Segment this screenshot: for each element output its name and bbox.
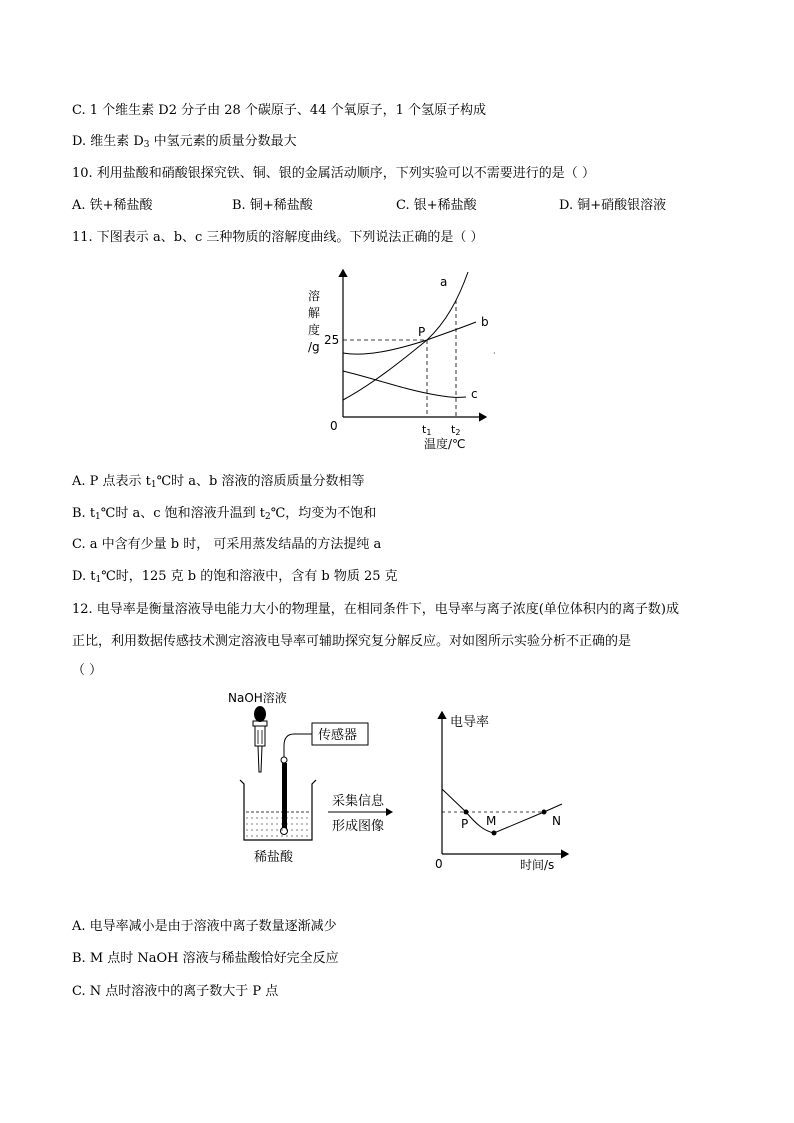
question-12-line-1: 12. 电导率是衡量溶液导电能力大小的物理量，在相同条件下，电导率与离子浓度(单位体积内的离子数)成 (72, 602, 679, 617)
graph-y-label: 电导率 (450, 715, 490, 730)
q11-option-d: D. $t_1℃$时，125 克 b 的饱和溶液中，含有 b 物质 25 克 (72, 569, 398, 585)
x-tick-t1: t1 (422, 423, 432, 437)
x-tick-t2: t2 (451, 423, 461, 437)
point-p-label: P (461, 817, 469, 831)
q11-option-c: C. a 中含有少量 b 时， 可采用蒸发结晶的方法提纯 a (72, 537, 382, 552)
point-m (492, 831, 497, 836)
question-10: 10. 利用盐酸和硝酸银探究铁、铜、银的金属活动顺序，下列实验可以不需要进行的是（ ） (72, 166, 595, 181)
ylabel-char-2: 解 (308, 306, 321, 320)
question-11: 11. 下图表示 a、b、c 三种物质的溶解度曲线。下列说法正确的是（ ） (72, 230, 484, 245)
curve-a-label: a (440, 275, 448, 289)
curve-a (343, 272, 468, 400)
question-12-line-3: （ ） (72, 663, 103, 678)
q10-option-b: B. 铜+稀盐酸 (232, 198, 313, 213)
option-d-pre: D. 维生素 D (72, 134, 144, 149)
stray-dot: · (493, 349, 496, 358)
q10-option-d: D. 铜+硝酸银溶液 (559, 198, 667, 213)
conductivity-figure (220, 688, 580, 878)
curve-b-label: b (481, 315, 489, 329)
option-d-post: 中氢元素的质量分数最大 (149, 134, 297, 149)
graph-origin: 0 (435, 857, 443, 871)
option-d-vitamin (72, 133, 297, 154)
origin-label: 0 (330, 419, 338, 433)
ylabel-char-1: 溶 (308, 289, 321, 303)
graph-x-label: 时间/s (520, 858, 555, 872)
probe-rod (282, 763, 287, 829)
point-m-label: M (486, 814, 497, 828)
arrow-bottom-label: 形成图像 (332, 819, 385, 834)
point-n-label: N (552, 814, 561, 828)
q12-option-b: B. M 点时 NaOH 溶液与稀盐酸恰好完全反应 (72, 951, 339, 966)
option-c-vitamin: C. 1 个维生素 D2 分子由 28 个碳原子、44 个氧原子，1 个氢原子构成 (72, 103, 486, 118)
dropper-label: NaOH溶液 (228, 691, 287, 705)
ylabel-char-3: 度 (308, 323, 321, 337)
q12-option-c: C. N 点时溶液中的离子数大于 P 点 (72, 984, 279, 999)
q10-option-c: C. 银+稀盐酸 (396, 198, 477, 213)
y-tick-25: 25 (324, 333, 340, 347)
curve-c (343, 371, 466, 397)
x-axis-label: 温度/℃ (424, 437, 466, 451)
probe-top (281, 757, 287, 763)
question-12-line-2: 正比，利用数据传感技术测定溶液电导率可辅助探究复分解反应。对如图所示实验分析不正确的是 (72, 634, 632, 649)
sensor-label: 传感器 (318, 728, 358, 743)
beaker-label: 稀盐酸 (254, 850, 294, 865)
beaker-icon (240, 780, 316, 840)
q11-option-b: B. $t_1℃$时 a、c 饱和溶液升温到 $t_2℃$，均变为不饱和 (72, 506, 377, 522)
q10-option-a: A. 铁+稀盐酸 (72, 198, 153, 213)
option-d-sub: 3 (143, 140, 150, 150)
ylabel-char-4: /g (308, 340, 320, 354)
probe-tip (281, 828, 288, 835)
point-p (464, 810, 469, 815)
point-n (542, 810, 547, 815)
arrow-top-label: 采集信息 (332, 794, 385, 809)
dropper-icon (253, 706, 267, 772)
q11-option-a: A. P 点表示 $t_1℃$时 a、b 溶液的溶质质量分数相等 (72, 474, 365, 490)
point-p-label: P (418, 325, 426, 339)
sensor-wire (284, 734, 312, 760)
solubility-figure (296, 262, 516, 462)
curve-c-label: c (471, 387, 478, 401)
q12-option-a: A. 电导率减小是由于溶液中离子数量逐渐减少 (72, 919, 337, 934)
